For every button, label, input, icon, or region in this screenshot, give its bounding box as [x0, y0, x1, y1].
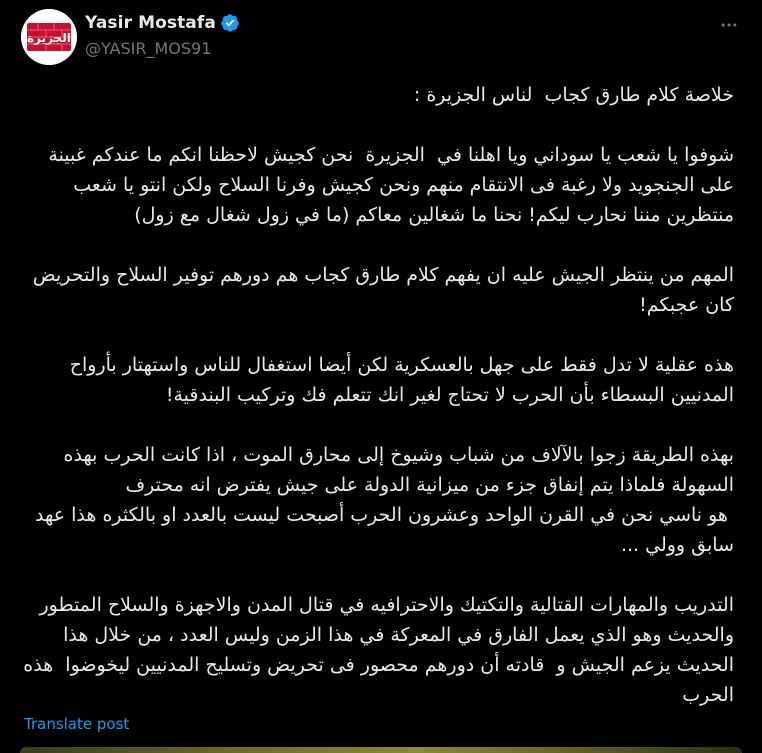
author-name-row — [85, 11, 240, 35]
author-display-name[interactable]: Yasir Mostafa — [85, 13, 216, 33]
more-options-button[interactable] — [714, 10, 744, 40]
avatar[interactable] — [21, 9, 77, 65]
post-header — [85, 11, 240, 58]
media-preview-edge[interactable] — [20, 747, 742, 753]
verified-badge-icon[interactable] — [220, 13, 240, 33]
translate-post-link[interactable]: Translate post — [24, 715, 130, 733]
avatar-logo-text: الجزيرة — [27, 31, 71, 45]
more-dots-icon — [719, 15, 739, 35]
aljazeera-logo-avatar — [21, 9, 77, 65]
post-text: خلاصة كلام طارق كجاب لناس الجزيرة : شوفوا يا شعب يا سوداني ويا اهلنا في الجزيرة نحن كجيش لاحظنا انكم ما عندكم غبينة على الجنجويد ولا رغبة فى الانتقام منهم ونحن كجيش وفرنا السلاح ولكن انتو يا شعب منتظرين مننا نحارب ليكم! نحنا ما شغالين معاكم (ما في زول شغال مع زول) المهم من ينتظر الجيش عليه ان يفهم كلام طارق كجاب هم دورهم توفير السلاح والتحريض كان عجبكم! هذه عقلية لا تدل فقط على جهل بالعسكرية لكن أيضا استغفال للناس واستهتار بأرواح المدنيين البسطاء بأن الحرب لا تحتاج لغير انك تتعلم فك وتركيب البندقية! بهذه الطريقة زجوا بالآلاف من شباب وشيوخ إلى محارق الموت ، اذا كانت الحرب بهذه السهولة فلماذا يتم إنفاق جزء من ميزانية الدولة على جيش يفترض انه محترف هو ناسي نحن في القرن الواحد وعشرون الحرب أصبحت ليست بالعدد او بالكثره هذا عهد سابق وولي ... التدريب والمهارات القتالية والتكتيك والاحترافيه في قتال المدن والاجهزة والسلاح المتطور والحديث وهو الذي يعمل الفارق في المعركة في هذا الزمن وليس العدد ، من خلال هذا الحديث يزعم الجيش و قادته أن دورهم محصور فى تحريض وتسليح المدنيين ليخوضوا هذه الحرب — [23, 84, 734, 706]
author-handle[interactable]: @YASIR_MOS91 — [85, 39, 212, 58]
